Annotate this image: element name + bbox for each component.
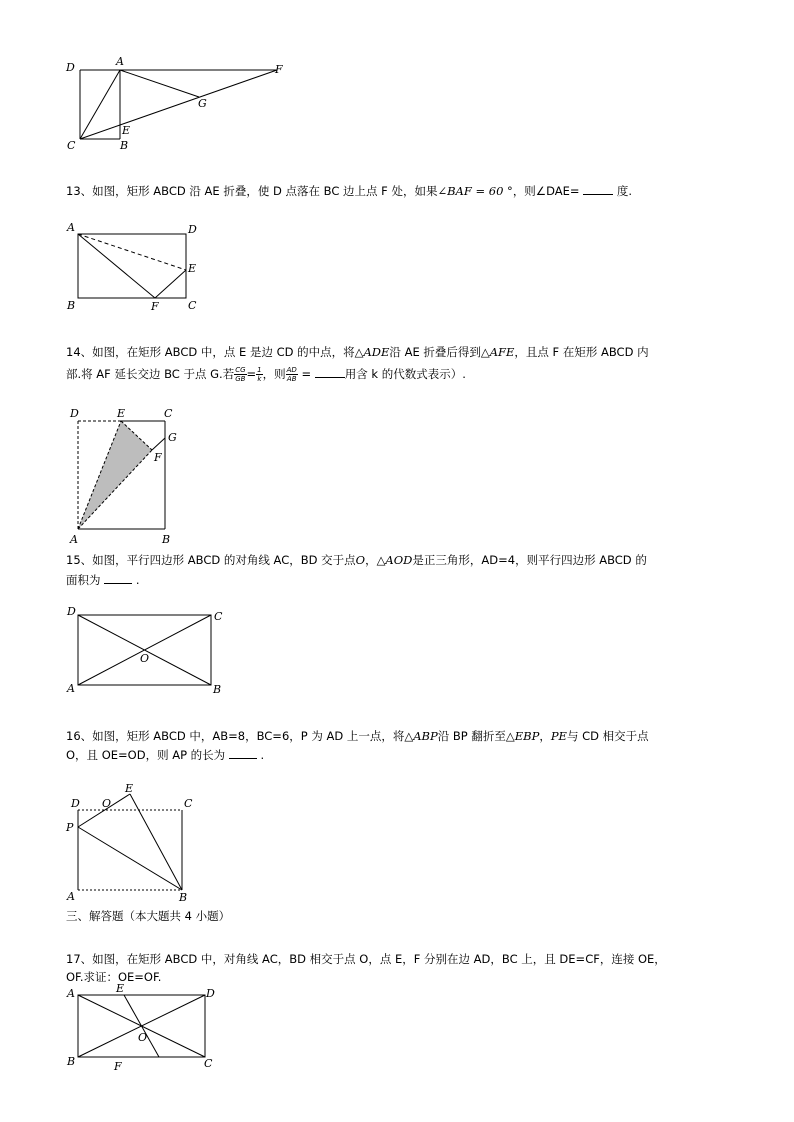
label-D: D xyxy=(188,223,197,236)
section-title: 三、解答题（本大题共 4 小题） xyxy=(66,909,231,923)
q14-line1-a: 14、如图，在矩形 ABCD 中，点 E 是边 CD 的中点，将 xyxy=(66,345,355,359)
label-A: A xyxy=(67,221,75,234)
q15-math-aod: △AOD xyxy=(376,553,413,567)
label-P: P xyxy=(66,821,74,834)
q13-math: ∠BAF = 60 ° xyxy=(437,184,513,198)
figure-q17 xyxy=(62,983,222,1073)
answer-blank-16[interactable] xyxy=(229,758,257,759)
figure-q13 xyxy=(62,220,212,315)
q14-line1-c: ，且点 F 在矩形 ABCD 内 xyxy=(514,345,649,359)
label-B: B xyxy=(67,1055,76,1068)
q14-math-ade: △ADE xyxy=(354,345,390,359)
q15-math-o: O xyxy=(355,553,366,567)
label-C: C xyxy=(67,139,76,152)
label-B: B xyxy=(213,683,222,696)
label-C: C xyxy=(188,299,197,312)
label-E: E xyxy=(117,407,126,420)
question-14 xyxy=(66,342,649,362)
q14-line1-b: 沿 AE 折叠后得到 xyxy=(389,345,481,359)
q14-math-afe: △AFE xyxy=(480,345,515,359)
label-C: C xyxy=(184,797,193,810)
q15-line1-a: 15、如图，平行四边形 ABCD 的对角线 AC，BD 交于点 xyxy=(66,553,356,567)
question-15: 15、如图，平行四边形 ABCD 的对角线 AC，BD 交于点O，△AOD是正三角形，AD=4，则平行四边形 ABCD 的 xyxy=(66,553,647,567)
label-C: C xyxy=(164,407,173,420)
q13-suffix: ，则∠DAE= xyxy=(512,184,580,198)
label-E: E xyxy=(188,262,197,275)
label-C: C xyxy=(204,1057,213,1070)
label-B: B xyxy=(120,139,129,152)
label-E: E xyxy=(116,983,125,995)
label-B: B xyxy=(179,891,188,904)
answer-blank-13[interactable] xyxy=(583,194,613,195)
q14-line2-b: ，则 xyxy=(262,367,286,381)
label-A: A xyxy=(67,682,75,695)
label-D: D xyxy=(206,987,215,1000)
label-F: F xyxy=(275,63,283,76)
question-13 xyxy=(66,181,632,201)
label-F: F xyxy=(154,451,162,464)
label-E: E xyxy=(122,124,131,137)
q14-line2-a: 部.将 AF 延长交边 BC 于点 G.若 xyxy=(66,367,235,381)
fraction-ad-ab: $\frac{AD}{AB}$ xyxy=(286,366,297,383)
label-C: C xyxy=(214,610,223,623)
q15-line1-c: 是正三角形，AD=4，则平行四边形 ABCD 的 xyxy=(412,553,647,567)
figure-q14 xyxy=(62,403,192,548)
label-G: G xyxy=(168,431,177,444)
label-G: G xyxy=(198,97,207,110)
q13-prefix: 13、如图，矩形 ABCD 沿 AE 折叠，使 D 点落在 BC 边上点 F 处，如果 xyxy=(66,184,438,198)
label-B: B xyxy=(67,299,76,312)
label-D: D xyxy=(71,797,80,810)
label-A: A xyxy=(67,890,75,903)
label-F: F xyxy=(114,1060,122,1073)
label-A: A xyxy=(67,987,75,1000)
fraction-cg-gb: $\frac{CG}{GB}$ xyxy=(235,366,246,383)
label-O: O xyxy=(102,797,112,810)
question-17: 17、如图，在矩形 ABCD 中，对角线 AC，BD 相交于点 O，点 E，F 分别在边 AD，BC 上，且 DE=CF，连接 OE， xyxy=(66,952,666,966)
question-14-line2: 部.将 AF 延长交边 BC 于点 G.若 $\frac{CG}{GB}$ = $\frac{1}{k}$ ，则 $\frac{AD}{AB}$ = 用含 k 的代数式表示）. xyxy=(66,366,466,383)
question-16-line2: O，且 OE=OD，则 AP 的长为 . xyxy=(66,748,265,762)
q13-tail: 度. xyxy=(616,184,633,198)
label-D: D xyxy=(66,61,75,74)
label-O: O xyxy=(138,1031,148,1044)
question-17-line2: OF.求证：OE=OF. xyxy=(66,970,162,984)
answer-blank-15[interactable] xyxy=(104,583,132,584)
question-15-line2: 面积为 . xyxy=(66,573,140,587)
label-B: B xyxy=(162,533,171,546)
figure-q16 xyxy=(62,780,212,905)
label-E: E xyxy=(125,782,134,795)
label-D: D xyxy=(67,605,76,618)
label-O: O xyxy=(140,652,150,665)
label-A: A xyxy=(70,533,78,546)
q14-line2-d: 用含 k 的代数式表示）. xyxy=(344,367,466,381)
answer-blank-14[interactable] xyxy=(315,377,345,378)
label-F: F xyxy=(151,300,159,313)
question-16: 16、如图，矩形 ABCD 中，AB=8，BC=6，P 为 AD 上一点，将△ABP沿 BP 翻折至△EBP，PE与 CD 相交于点 xyxy=(66,729,649,743)
fraction-1-k: $\frac{1}{k}$ xyxy=(257,366,262,383)
label-A: A xyxy=(116,55,124,68)
figure-q12 xyxy=(60,55,300,160)
figure-q15 xyxy=(62,600,232,700)
label-D: D xyxy=(70,407,79,420)
